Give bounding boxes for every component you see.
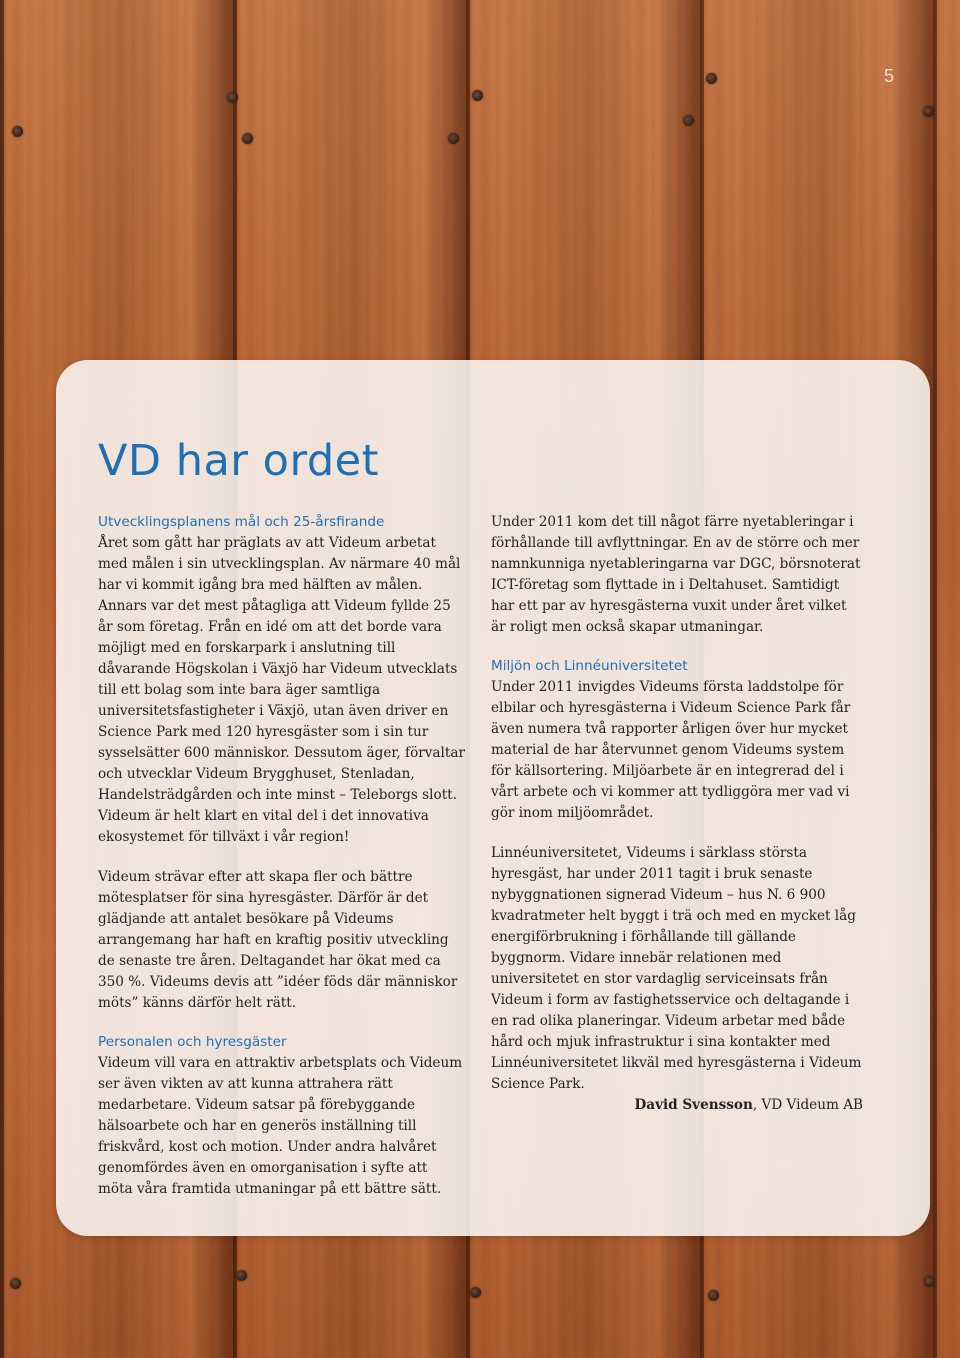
nail-icon [924, 1276, 935, 1287]
paragraph: Under 2011 invigdes Videums första laddstolpe för elbilar och hyresgästerna i Videum Science Park får även numera två rapporter årligen över hur mycket material de har återvunnet genom Videums system för källsortering. Miljöarbete är en integrerad del i vårt arbete och vi kommer att tydliggöra mer vad vi gör inom miljöområdet. [491, 679, 851, 821]
paragraph: Videum vill vara en attraktiv arbetsplats och Videum ser även vikten av att kunna attrahera rätt medarbetare. Videum satsar på förebyggande hälsoarbete och har en generös inställning till friskvård, kost och motion. Under andra halvåret genomfördes även en omorganisation i syfte att möta våra framtida utmaningar på ett bättre sätt. [98, 1055, 463, 1197]
nail-icon [448, 133, 459, 144]
signature-role: , VD Videum AB [752, 1097, 863, 1113]
nail-icon [236, 1270, 247, 1281]
section-heading: Personalen och hyresgäster [98, 1034, 287, 1050]
nail-icon [227, 92, 238, 103]
nail-icon [706, 73, 717, 84]
paragraph: Under 2011 kom det till något färre nyetableringar i förhållande till avflyttningar. En av de större och mer namnkunniga nyetableringarna var DGC, börsnoterat ICT-företag som flyttade in i Deltahuset. Samtidigt har ett par av hyresgästerna vuxit under året vilket är roligt men också skapar utmaningar. [491, 514, 861, 635]
nail-icon [708, 1290, 719, 1301]
section-heading: Utvecklingsplanens mål och 25-årsfirande [98, 514, 385, 530]
nail-icon [683, 115, 694, 126]
paragraph: Linnéuniversitetet, Videums i särklass största hyresgäst, har under 2011 tagit i bruk senaste nybyggnationen signerad Videum – hus N. 6 900 kvadratmeter helt byggt i trä och med en mycket låg energiförbrukning i förhållande till gällande byggnorm. Vidare innebär relationen med universitetet en stor vardaglig serviceinsats från Videum i form av fastighetsservice och deltagande i en rad olika planeringar. Videum arbetar med både hård och mjuk infrastruktur i sina kontakter med Linnéuniversitetet likväl med hyresgästerna i Videum Science Park. [491, 845, 862, 1092]
plank-seam [0, 0, 4, 1358]
signature [491, 1095, 863, 1116]
paragraph: Videum strävar efter att skapa fler och bättre mötesplatser för sina hyresgäster. Därför är det glädjande att antalet besökare på Videums arrangemang har haft en kraftig positiv utveckling de senaste tre åren. Deltagandet har ökat med ca 350 %. Videums devis att ”idéer föds där människor möts” känns därför helt rätt. [98, 869, 458, 1011]
page-title: VD har ordet [98, 436, 379, 486]
right-column [491, 512, 863, 1116]
nail-icon [242, 133, 253, 144]
paragraph: Året som gått har präglats av att Videum arbetat med målen i sin utvecklingsplan. Av närmare 40 mål har vi kommit igång bra med hälften av målen. Annars var det mest påtagliga att Videum fyllde 25 år som företag. Från en idé om att det borde vara möjligt med en forskarpark i anslutning till dåvarande Högskolan i Växjö har Videum utvecklats till ett bolag som inte bara äger samtliga universitetsfastigheter i Växjö, utan även driver en Science Park med 120 hyresgäster som i sin tur sysselsätter 600 människor. Dessutom äger, förvaltar och utvecklar Videum Brygghuset, Stenladan, Handelsträdgården och inte minst – Teleborgs slott. Videum är helt klart en vital del i det innovativa ekosystemet för tillväxt i vår region! [98, 535, 465, 845]
page-number: 5 [883, 66, 894, 86]
nail-icon [472, 90, 483, 101]
nail-icon [12, 126, 23, 137]
nail-icon [10, 1278, 21, 1289]
plank-seam [933, 0, 937, 1358]
signature-name: David Svensson [634, 1097, 753, 1113]
left-column [98, 512, 466, 1200]
section-heading: Miljön och Linnéuniversitetet [491, 658, 688, 674]
nail-icon [470, 1287, 481, 1298]
nail-icon [923, 106, 934, 117]
